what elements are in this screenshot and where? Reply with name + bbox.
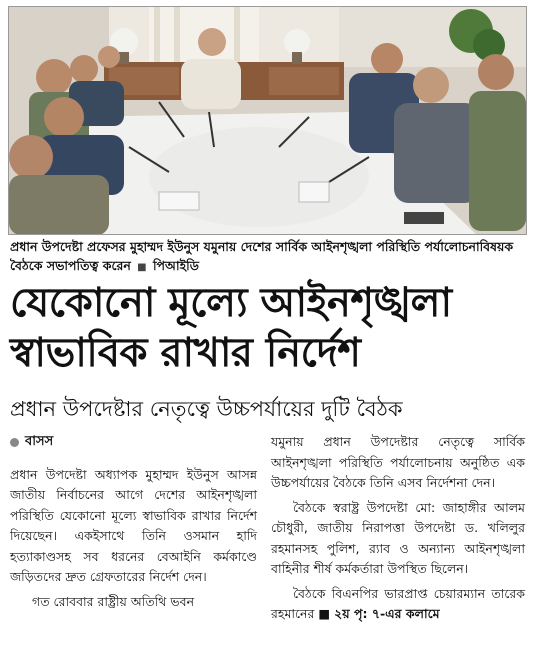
headline-line-2: স্বাভাবিক রাখার নির্দেশ xyxy=(10,330,361,376)
continued-reference: ২য় পৃ: ৭-এর কলামে xyxy=(334,606,440,621)
article-body xyxy=(10,432,525,654)
article-paragraph: প্রধান উপদেষ্টা অধ্যাপক মুহাম্মদ ইউনুস আসন্ন জাতীয় নির্বাচনের আগে দেশের আইনশৃঙ্খলা পরিস্থিতি যেকোনো মূল্যে স্বাভাবিক রাখার নির্দেশ দিয়েছেন। একইসাথে তিনি ওসমান হাদি হত্যাকাণ্ডসহ সব ধরনের বেআইনি কর্মকাণ্ডে জড়িতদের দ্রুত গ্রেফতারের নির্দেশ দেন। xyxy=(10,466,257,584)
caption-text: প্রধান উপদেষ্টা প্রফেসর মুহাম্মদ ইউনুস যমুনায় দেশের সার্বিক আইনশৃঙ্খলা পরিস্থিতি পর্যালোচনাবিষয়ক বৈঠকে সভাপতিত্ব করেন xyxy=(10,239,514,273)
byline-source: বাসস xyxy=(25,434,54,449)
article-paragraph-text: বৈঠকে বিএনপির ভারপ্রাপ্ত চেয়ারম্যান তারেক রহমানের xyxy=(271,585,525,621)
article-paragraph: বৈঠকে স্বরাষ্ট্র উপদেষ্টা মো: জাহাঙ্গীর আলম চৌধুরী, জাতীয় নিরাপত্তা উপদেষ্টা ড. খলিলুর রহমানসহ পুলিশ, র‍্যাব ও অন্যান্য আইনশৃঙ্খলা বাহিনীর শীর্ষ কর্মকর্তারা উপস্থিত ছিলেন। xyxy=(271,499,525,576)
photo-caption xyxy=(10,237,523,277)
headline xyxy=(10,278,525,378)
caption-credit: পিআইডি xyxy=(152,258,199,273)
article-column-right xyxy=(271,432,525,625)
square-bullet-icon: ■ xyxy=(318,606,331,621)
bullet-dot-icon xyxy=(10,438,19,447)
article-column-left xyxy=(10,432,257,612)
article-paragraph: গত রোববার রাষ্ট্রীয় অতিথি ভবন xyxy=(32,593,195,609)
subheadline: প্রধান উপদেষ্টার নেতৃত্বে উচ্চপর্যায়ের দুটি বৈঠক xyxy=(10,397,403,421)
headline-line-1: যেকোনো মূল্যে আইনশৃঙ্খলা xyxy=(10,280,452,326)
meeting-photo xyxy=(8,6,527,235)
square-bullet-icon: ■ xyxy=(137,262,147,273)
byline xyxy=(10,432,257,453)
article-paragraph: যমুনায় প্রধান উপদেষ্টার নেতৃত্বে সার্বিক আইনশৃঙ্খলা পরিস্থিতি পর্যালোচনায় অনুষ্ঠিত এক উচ্চপর্যায়ের বৈঠকে তিনি এসব নির্দেশনা দেন। xyxy=(271,434,525,490)
article-paragraph xyxy=(271,584,525,625)
